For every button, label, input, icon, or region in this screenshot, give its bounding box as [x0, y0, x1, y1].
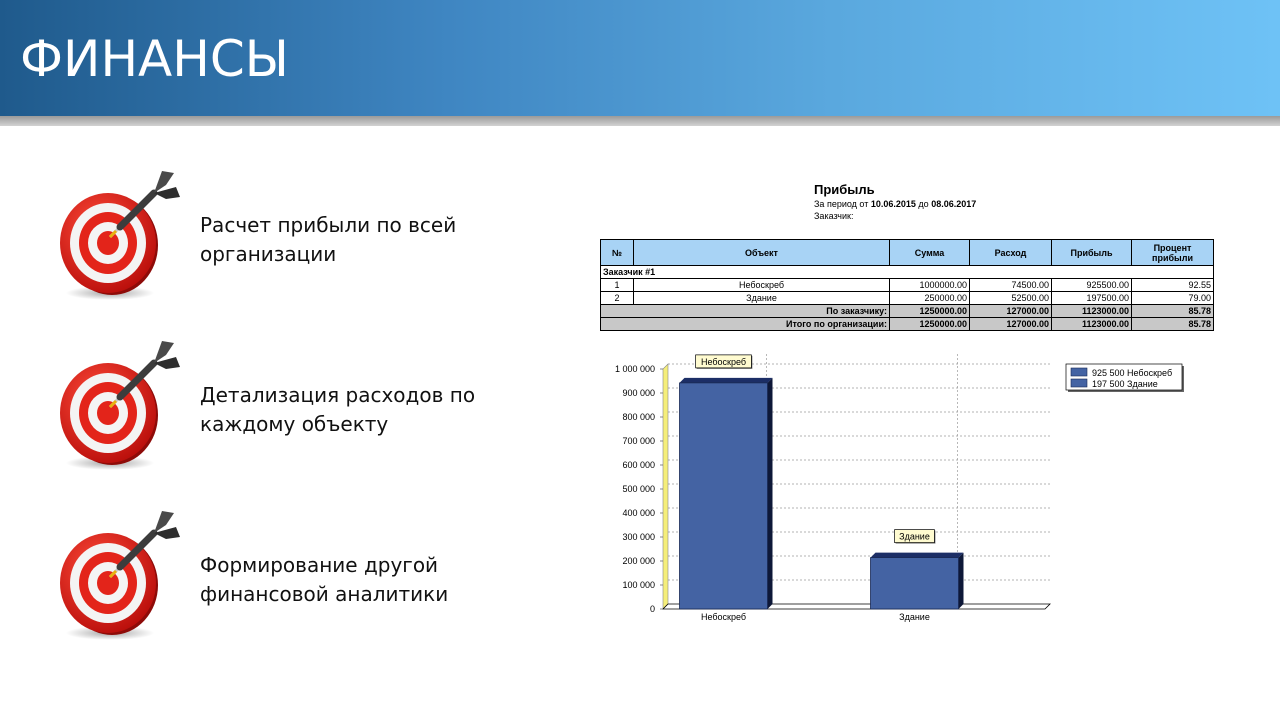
- subtotal-expense: 127000.00: [970, 305, 1052, 318]
- subtotal-percent: 85.78: [1132, 305, 1214, 318]
- x-tick-label: Здание: [899, 612, 930, 622]
- group-row: [601, 266, 1214, 279]
- cell-num: 1: [601, 279, 634, 292]
- feature-item: [50, 335, 530, 475]
- cell-percent: 79.00: [1132, 292, 1214, 305]
- y-tick-label: 1 000 000: [614, 364, 655, 374]
- cell-num: 2: [601, 292, 634, 305]
- chart-legend: [1066, 364, 1184, 392]
- column-header: Процент прибыли: [1132, 240, 1214, 266]
- feature-text-line: организации: [200, 242, 337, 266]
- chart-side-wall: [663, 364, 668, 609]
- report-period: [814, 199, 976, 209]
- chart-y-axis: [615, 364, 663, 614]
- x-tick-label: Небоскреб: [700, 612, 747, 622]
- y-tick-label: 0: [649, 604, 655, 614]
- y-tick-label: 900 000: [622, 388, 655, 398]
- target-dart-icon: [50, 335, 190, 475]
- header-divider: [0, 116, 1280, 126]
- y-tick-label: 600 000: [622, 460, 655, 470]
- total-row: [601, 318, 1214, 331]
- bar-top: [680, 378, 773, 383]
- cell-percent: 92.55: [1132, 279, 1214, 292]
- period-to: 08.06.2017: [931, 199, 977, 209]
- table-row: [601, 292, 1214, 305]
- profit-bar-chart: [600, 340, 1200, 630]
- total-profit: 1123000.00: [1052, 318, 1132, 331]
- period-mid: до: [918, 199, 929, 209]
- feature-text-line: Детализация расходов по: [200, 383, 476, 407]
- feature-text-line: Расчет прибыли по всей: [200, 213, 457, 237]
- subtotal-sum: 1250000.00: [890, 305, 970, 318]
- bar-side: [768, 378, 773, 609]
- cell-object: Здание: [634, 292, 890, 305]
- bar: [871, 558, 959, 609]
- y-tick-label: 500 000: [622, 484, 655, 494]
- column-header: №: [601, 240, 634, 266]
- y-tick-label: 700 000: [622, 436, 655, 446]
- column-header: Объект: [634, 240, 890, 266]
- total-percent: 85.78: [1132, 318, 1214, 331]
- y-tick-label: 200 000: [622, 556, 655, 566]
- report-title: Прибыль: [814, 182, 875, 197]
- cell-expense: 52500.00: [970, 292, 1052, 305]
- table-row: [601, 279, 1214, 292]
- column-header: Прибыль: [1052, 240, 1132, 266]
- y-tick-label: 800 000: [622, 412, 655, 422]
- cell-profit: 197500.00: [1052, 292, 1132, 305]
- legend-swatch: [1071, 368, 1087, 376]
- bar-side: [959, 553, 964, 609]
- target-dart-icon: [50, 505, 190, 645]
- bar: [680, 383, 768, 609]
- feature-text-line: каждому объекту: [200, 412, 389, 436]
- subtotal-row: [601, 305, 1214, 318]
- group-label: Заказчик #1: [601, 266, 1214, 279]
- feature-item: [50, 505, 530, 645]
- chart-x-axis: [701, 612, 930, 622]
- column-header: Сумма: [890, 240, 970, 266]
- period-prefix: За период от: [814, 199, 869, 209]
- y-tick-label: 400 000: [622, 508, 655, 518]
- page-title: ФИНАНСЫ: [20, 30, 289, 88]
- legend-label: 197 500 Здание: [1092, 379, 1158, 389]
- total-sum: 1250000.00: [890, 318, 970, 331]
- report-customer-label: Заказчик:: [814, 211, 854, 221]
- data-label: Здание: [899, 531, 930, 542]
- bar-top: [871, 553, 964, 558]
- cell-expense: 74500.00: [970, 279, 1052, 292]
- legend-label: 925 500 Небоскреб: [1092, 368, 1173, 378]
- cell-sum: 1000000.00: [890, 279, 970, 292]
- y-tick-label: 300 000: [622, 532, 655, 542]
- period-from: 10.06.2015: [870, 199, 916, 209]
- header-banner: [0, 0, 1280, 116]
- target-dart-icon: [50, 165, 190, 305]
- subtotal-label: По заказчику:: [601, 305, 890, 318]
- feature-item: [50, 165, 530, 305]
- column-header: Расход: [970, 240, 1052, 266]
- feature-text-line: Формирование другой: [200, 553, 439, 577]
- total-expense: 127000.00: [970, 318, 1052, 331]
- cell-profit: 925500.00: [1052, 279, 1132, 292]
- feature-text-line: финансовой аналитики: [200, 582, 449, 606]
- profit-table: [600, 239, 1214, 331]
- cell-sum: 250000.00: [890, 292, 970, 305]
- data-label: Небоскреб: [700, 356, 747, 367]
- y-tick-label: 100 000: [622, 580, 655, 590]
- table-header-row: [601, 240, 1214, 266]
- total-label: Итого по организации:: [601, 318, 890, 331]
- chart-bars: [680, 378, 964, 609]
- legend-swatch: [1071, 379, 1087, 387]
- subtotal-profit: 1123000.00: [1052, 305, 1132, 318]
- cell-object: Небоскреб: [634, 279, 890, 292]
